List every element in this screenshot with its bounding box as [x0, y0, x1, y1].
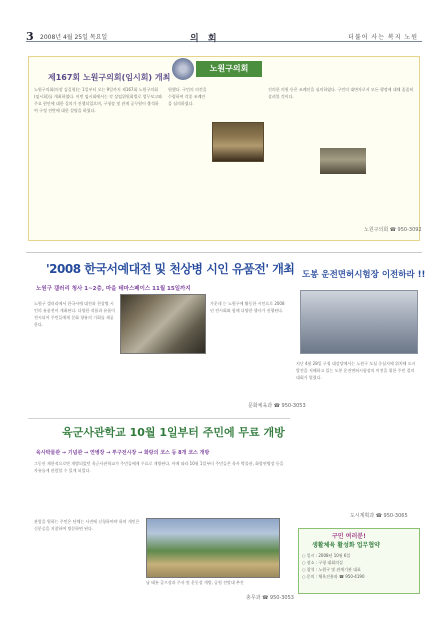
issue-date: 2008년 4월 25일 목요일	[40, 34, 108, 41]
section-divider-2	[28, 418, 290, 419]
page-number: 3	[26, 30, 34, 43]
article2-right-text: 가운데 는 노원구에 활동한 시인으로 2008년 전시회와 함께 다양한 행사가 진행된다.	[210, 301, 285, 313]
article1-column-1: 노원구의회(의장 김길형)는 1일부터 오는 9일까지 제167회 노원구의회(임시회)를 개최하였다. 이번 임시회에서는 각 상임위원회별로 업무보고와 주요 현안에 대한 질의가 진행되었으며, 구청장 및 관계 공무원이 출석하여 구정 전반에 대한 설명을 하였다.	[34, 87, 162, 113]
article2-subtitle: 노원구 갤러리 청사 1~2층, 마을 테마스페이스 11월 15일까지	[36, 286, 191, 292]
article2-left-text: 노원구 갤러리에서 한국서예 대전과 천상병 시인의 유품전이 개최된다. 다양한 작품과 유품이 전시되어 주민들에게 문화 향유의 기회를 제공한다.	[34, 301, 116, 327]
article4-text: 그동안 제한적으로만 개방되었던 육군사관학교가 주민들에게 무료로 개방된다. 이에 따라 10월 1일부터 주민들은 육사 박물관, 화랑연병장 등을 자유롭게 관람할 수 있게 되었다.	[34, 461, 284, 473]
article4-contact: 총무과 ☎ 950-3053	[246, 595, 294, 601]
article3-contact: 도시계획과 ☎ 950-3065	[350, 513, 408, 519]
article1-contact: 노원구의회 ☎ 950-3092	[364, 227, 422, 233]
article1-column-2: 원했다. 구민의 의견을 수렴하여 각종 조례안을 심의하였다.	[168, 87, 207, 106]
rally-photo	[300, 290, 418, 354]
article1-column-3: 건의한 의원 등은 조례안을 심의하였다. 구민의 대변자로서 모든 행정에 대해 꼼꼼히 살펴볼 것이다.	[268, 87, 414, 99]
notice-line: ○ 참석 : 노원구 및 관계기관 대표	[302, 567, 361, 572]
slogan: 더불어 사는 복지 노원	[348, 34, 418, 41]
notice-line: ○ 일시 : 2008년 10월 6일	[302, 553, 351, 558]
article2-contact: 문화체육과 ☎ 950-3053	[248, 403, 306, 409]
article4-route: 육사박물관 → 기념관 → 연병장 → 투구전시장 → 화랑의 코스 등 8개 코스 개방	[36, 450, 210, 456]
notice-head: 구민 여러분!	[332, 533, 366, 540]
section-title: 의 회	[190, 34, 220, 44]
photo-caption: 남 태릉 골프장과 주자 및 운동장 개방, 공원 전망대 추진	[146, 580, 244, 585]
article3-title: 도봉 운전면허시험장 이전하라 !!	[302, 270, 426, 280]
notice-title: 생활체육 활성화 업무협약	[312, 542, 380, 549]
notice-line: ○ 장소 : 구청 대회의실	[302, 560, 343, 565]
notice-lines	[302, 552, 418, 580]
notice-line: ○ 문의 : 체육진흥과 ☎ 950-4190	[302, 574, 365, 579]
academy-photo	[146, 518, 280, 578]
article4-title: 육군사관학교 10월 1일부터 주민에 무료 개방	[62, 426, 285, 439]
exhibition-photo	[120, 294, 206, 354]
council-emblem	[172, 58, 194, 80]
article4-text-2: 관람을 원하는 주민은 단체는 사전에 신청하여야 하며 개인은 신분증을 지참하여 방문하면 된다.	[34, 519, 140, 531]
article3-text: 지난 4월 28일 구청 대강당에서는 노원구 도심 중심지에 위치해 도시 발전을 저해하고 있는 도봉 운전면허시험장의 이전을 위한 주민 결의대회가 열렸다.	[296, 361, 416, 380]
council-banner: 노원구의회	[196, 61, 262, 77]
meeting-photo	[212, 122, 264, 162]
article2-title: '2008 한국서예대전 및 천상병 시인 유품전' 개최	[46, 262, 295, 276]
article1-title: 제167회 노원구의회(임시회) 개최	[48, 73, 171, 82]
page-header	[26, 30, 422, 42]
section-divider	[26, 252, 422, 253]
